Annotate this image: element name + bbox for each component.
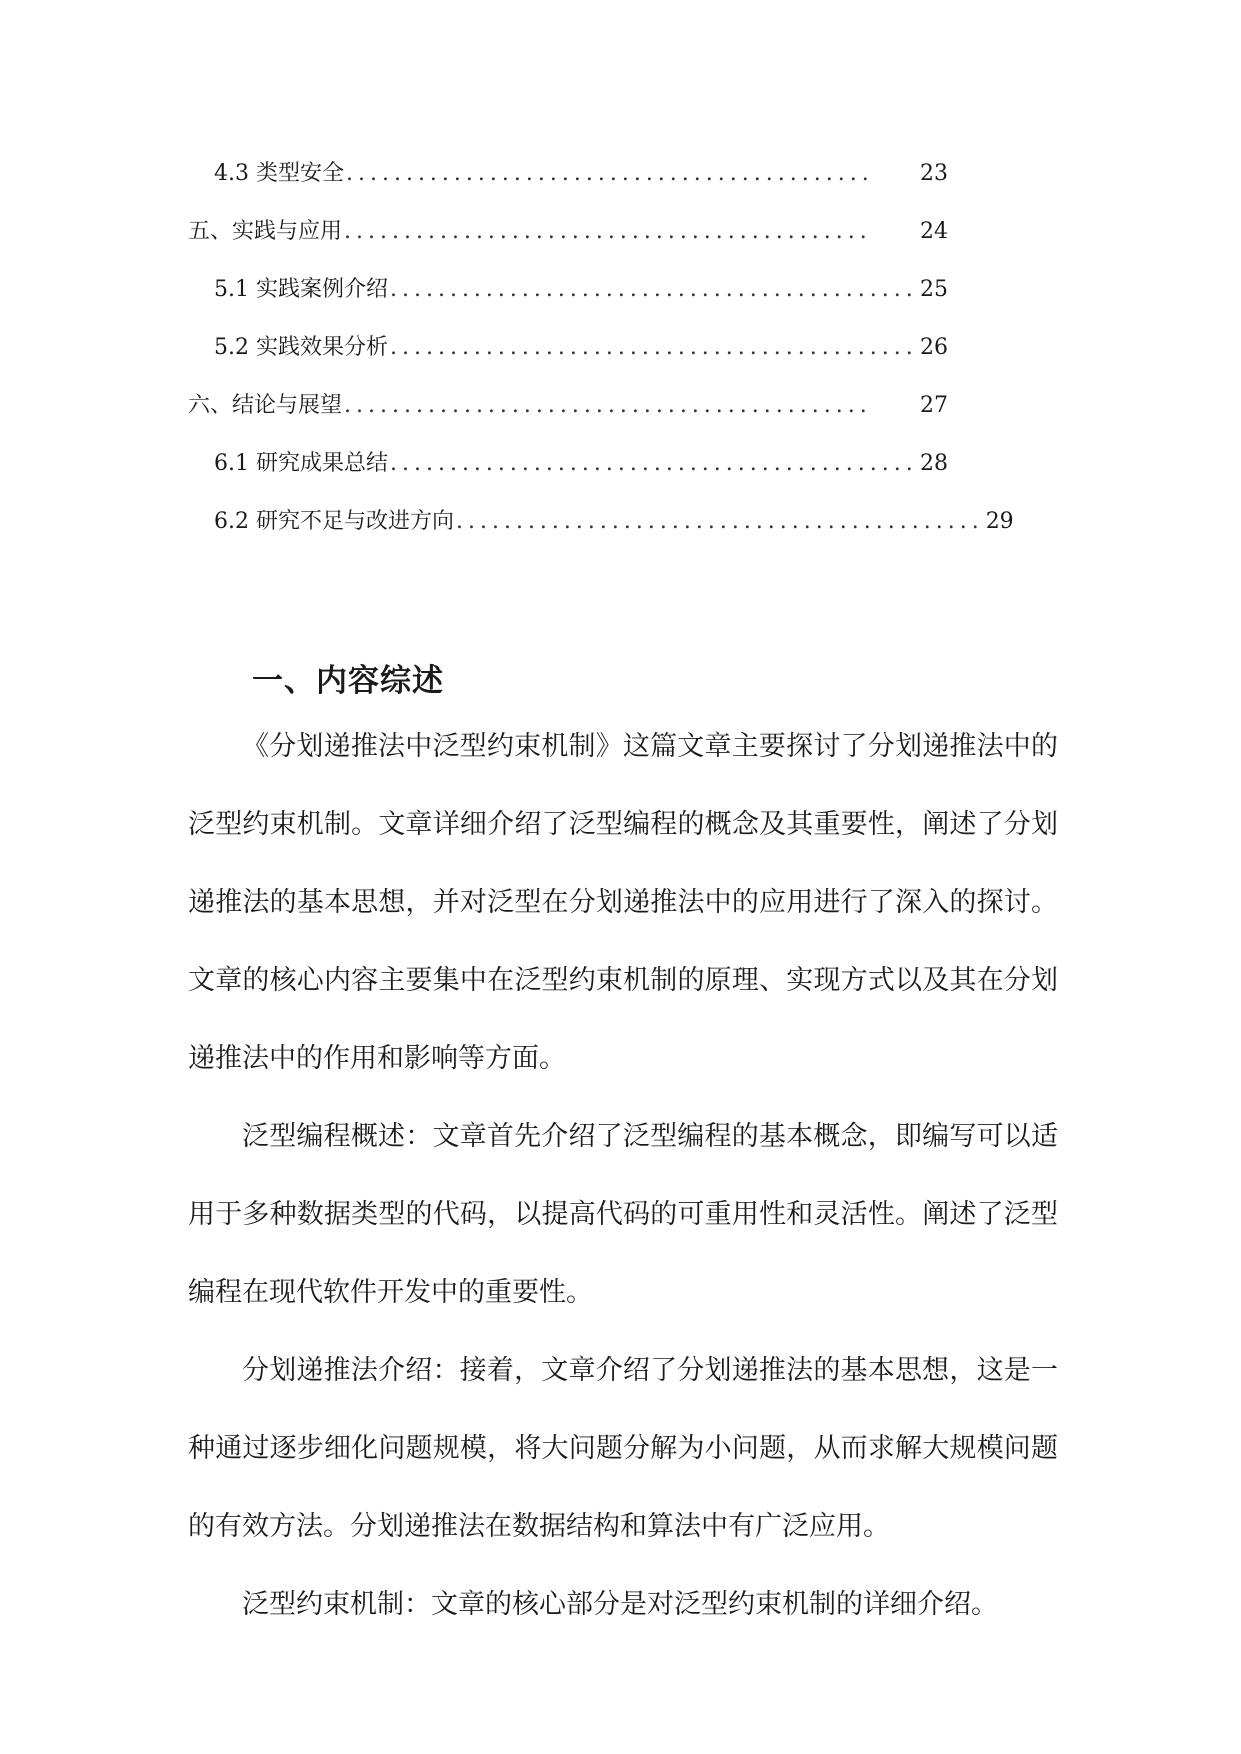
- toc-entry-page: 27: [920, 393, 948, 418]
- toc-leader-dots: ............................................: [389, 451, 918, 476]
- toc-entry[interactable]: [188, 145, 948, 203]
- toc-leader-dots: ............................................: [389, 335, 918, 360]
- toc-entry[interactable]: [188, 261, 948, 319]
- toc-entry[interactable]: [188, 493, 1014, 551]
- toc-entry-title: 五、实践与应用: [188, 219, 343, 244]
- toc-leader-dots: ............................................: [344, 393, 872, 418]
- toc-entry-title: 6.2 研究不足与改进方向: [214, 509, 454, 534]
- toc-entry[interactable]: [188, 377, 948, 435]
- body-paragraph: 分划递推法介绍：接着，文章介绍了分划递推法的基本思想，这是一种通过逐步细化问题规模，将大问题分解为小问题，从而求解大规模问题的有效方法。分划递推法在数据结构和算法中有广泛应用。: [188, 1355, 1058, 1542]
- body-paragraph: 泛型编程概述：文章首先介绍了泛型编程的基本概念，即编写可以适用于多种数据类型的代码，以提高代码的可重用性和灵活性。阐述了泛型编程在现代软件开发中的重要性。: [188, 1121, 1058, 1308]
- toc-entry-page: 23: [920, 161, 948, 186]
- section-heading: 一、内容综述: [252, 662, 444, 699]
- toc-entry[interactable]: [188, 203, 948, 261]
- toc-leader-dots: ............................................: [344, 219, 872, 244]
- table-of-contents: [188, 145, 1014, 551]
- body-paragraph: 泛型约束机制：文章的核心部分是对泛型约束机制的详细介绍。: [242, 1589, 998, 1620]
- body-paragraph: 《分划递推法中泛型约束机制》这篇文章主要探讨了分划递推法中的泛型约束机制。文章详细介绍了泛型编程的概念及其重要性，阐述了分划递推法的基本思想，并对泛型在分划递推法中的应用进行了深入的探讨。文章的核心内容主要集中在泛型约束机制的原理、实现方式以及其在分划递推法中的作用和影响等方面。: [188, 731, 1058, 1074]
- toc-entry-title: 5.2 实践效果分析: [214, 335, 388, 360]
- toc-entry-title: 4.3 类型安全: [214, 161, 344, 186]
- toc-entry-page: 24: [920, 219, 948, 244]
- toc-entry-title: 六、结论与展望: [188, 393, 343, 418]
- toc-entry-title: 5.1 实践案例介绍: [214, 277, 388, 302]
- toc-entry-page: 25: [920, 277, 948, 302]
- section-body: [188, 708, 1058, 1644]
- toc-leader-dots: ............................................: [389, 277, 918, 302]
- toc-leader-dots: ............................................: [455, 509, 984, 534]
- toc-entry[interactable]: [188, 435, 948, 493]
- toc-entry[interactable]: [188, 319, 948, 377]
- toc-leader-dots: ............................................: [345, 161, 874, 186]
- toc-entry-page: 26: [920, 335, 948, 360]
- toc-entry-page: 28: [920, 451, 948, 476]
- toc-entry-title: 6.1 研究成果总结: [214, 451, 388, 476]
- toc-entry-page: 29: [985, 509, 1014, 534]
